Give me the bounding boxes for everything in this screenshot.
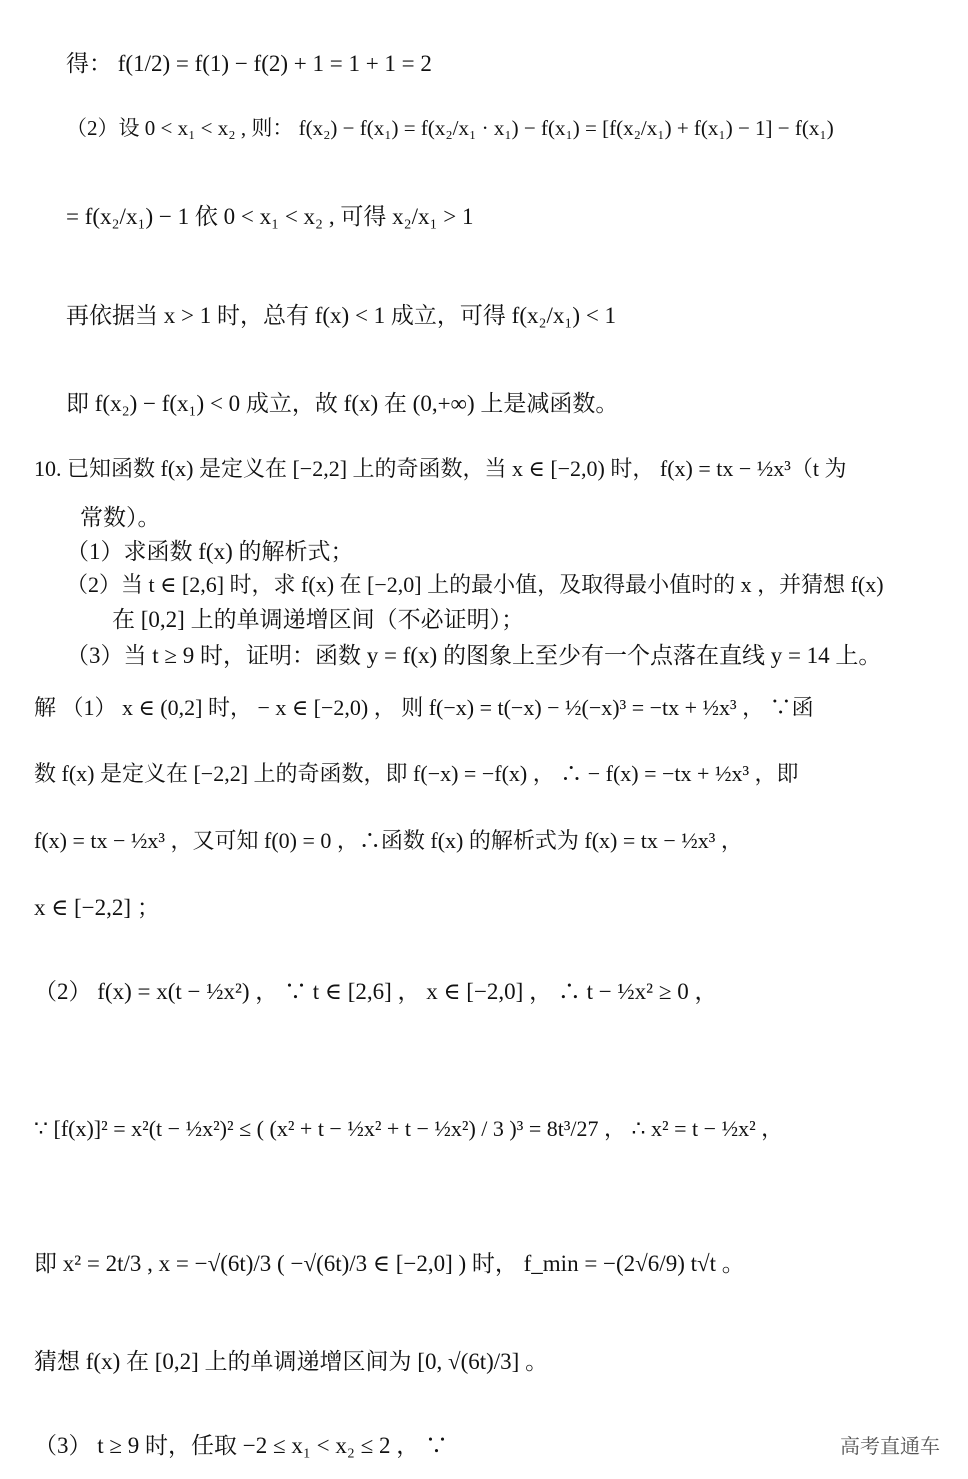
watermark-label: 高考直通车 <box>840 1434 940 1458</box>
proof-part2-step: = f(x₂/x₁) − 1 依 0 < x₁ < x₂ , 可得 x₂/x₁ > 1 <box>66 204 474 229</box>
proof-part2-condition: 再依据当 x > 1 时，总有 f(x) < 1 成立，可得 f(x₂/x₁) < 1 <box>66 303 617 328</box>
problem-10-question-2: （2）当 t ∈ [2,6] 时，求 f(x) 在 [−2,0] 上的最小值，及取得最小值时的 x ，并猜想 f(x) <box>66 572 884 597</box>
solution-part1-line1: 解 （1） x ∈ (0,2] 时， − x ∈ [−2,0) ， 则 f(−x) = t(−x) − ½(−x)³ = −tx + ½x³ ， ∵函 <box>34 695 814 720</box>
solution-part3-start: （3） t ≥ 9 时，任取 −2 ≤ x₁ < x₂ ≤ 2 ， ∵ <box>34 1433 448 1458</box>
solution-part1-line3: f(x) = tx − ½x³ ，又可知 f(0) = 0 ，∴函数 f(x) 的解析式为 f(x) = tx − ½x³ ， <box>34 828 743 853</box>
solution-part2-line1: （2） f(x) = x(t − ½x²) ， ∵ t ∈ [2,6] ， x ∈ [−2,0] ， ∴ t − ½x² ≥ 0 ， <box>34 979 718 1004</box>
solution-part2-conjecture: 猜想 f(x) 在 [0,2] 上的单调递增区间为 [0, √(6t)/3] 。 <box>34 1349 549 1374</box>
problem-10-question-3: （3）当 t ≥ 9 时，证明：函数 y = f(x) 的图象上至少有一个点落在直线 y = 14 上。 <box>66 643 882 668</box>
derivation-line-1: 得： f(1/2) = f(1) − f(2) + 1 = 1 + 1 = 2 <box>66 51 432 76</box>
problem-10-statement-cont: 常数）。 <box>80 505 161 530</box>
proof-part2-conclusion: 即 f(x₂) − f(x₁) < 0 成立，故 f(x) 在 (0,+∞) 上是减函数。 <box>66 391 619 416</box>
problem-10-statement: 10. 已知函数 f(x) 是定义在 [−2,2] 上的奇函数，当 x ∈ [−2,0) 时， f(x) = tx − ½x³（t 为 <box>34 456 847 481</box>
solution-part1-line4: x ∈ [−2,2] ； <box>34 895 160 920</box>
problem-10-question-1: （1）求函数 f(x) 的解析式； <box>66 539 354 564</box>
solution-part2-inequality: ∵ [f(x)]² = x²(t − ½x²)² ≤ ( (x² + t − ½x² + t − ½x²) / 3 )³ = 8t³/27 ， ∴ x² = t − ½x² ， <box>34 1116 784 1141</box>
solution-part2-minimum: 即 x² = 2t/3 , x = −√(6t)/3 ( −√(6t)/3 ∈ [−2,0] ) 时， f_min = −(2√6/9) t√t 。 <box>34 1251 745 1276</box>
solution-part1-line2: 数 f(x) 是定义在 [−2,2] 上的奇函数，即 f(−x) = −f(x) ， ∴ − f(x) = −tx + ½x³ ，即 <box>34 761 799 786</box>
problem-10-question-2-cont: 在 [0,2] 上的单调递增区间（不必证明）； <box>112 607 525 632</box>
proof-part2-setup: （2）设 0 < x₁ < x₂ , 则： f(x₂) − f(x₁) = f(x₂/x₁ · x₁) − f(x₁) = [f(x₂/x₁) + f(x₁) − 1] − f(x₁) <box>66 116 834 140</box>
